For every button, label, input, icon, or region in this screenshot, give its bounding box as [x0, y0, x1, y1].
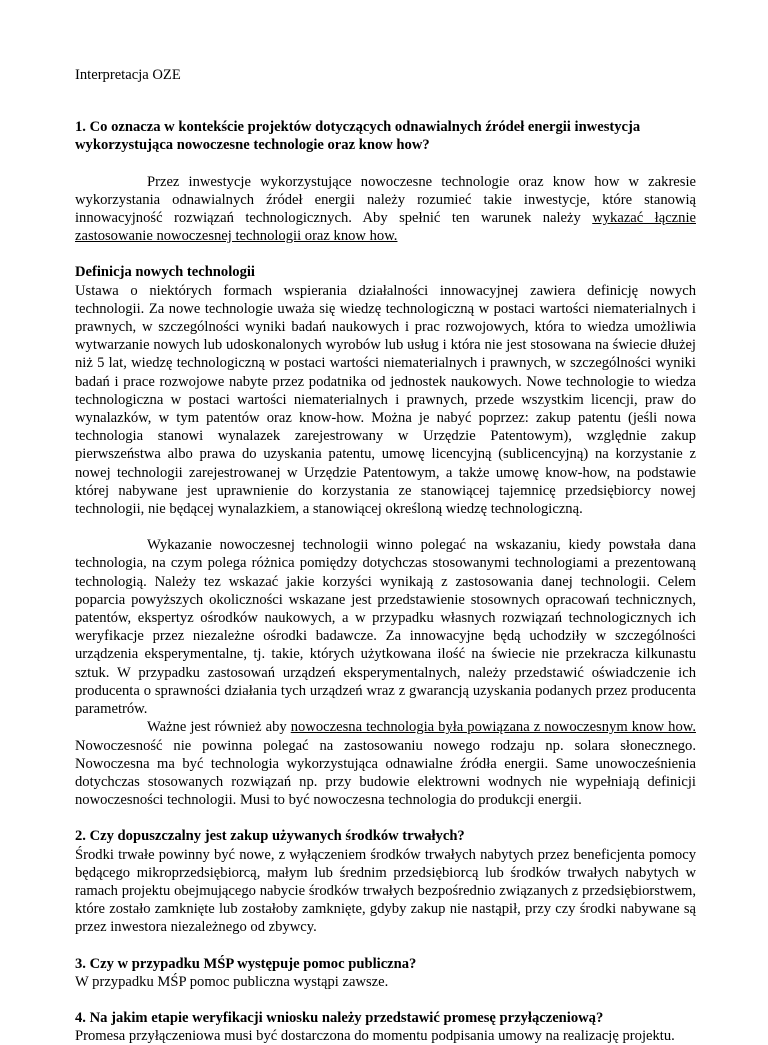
section-1-p3-underlined: nowoczesna technologia była powiązana z nowoczesnym know how. [290, 719, 696, 736]
section-2-heading: 2. Czy dopuszczalny jest zakup używanych środków trwałych? [75, 828, 465, 845]
section-1-intro-underlined: wykazać łącznie zastosowanie nowoczesnej technologii oraz know how. [75, 210, 696, 245]
section-3-heading: 3. Czy w przypadku MŚP występuje pomoc publiczna? [75, 955, 417, 972]
section-1-intro-paragraph [75, 173, 696, 246]
section-1-p3-rest: Nowoczesność nie powinna polegać na zastosowaniu nowego rodzaju np. solara słonecznego. Nowoczesna ma być technologia wykorzystująca odnawialne źródła energii. Same unowocześnienia dotychczas stosowanych rozwiązań np. przy budowie elektrowni wodnych nie wypełniają definicji nowoczesności technologii. Musi to być nowoczesna technologia do produkcji energii. [75, 737, 696, 809]
section-2-paragraph: Środki trwałe powinny być nowe, z wyłączeniem środków trwałych nabytych przez beneficjenta pomocy będącego mikroprzedsiębiorcą, małym lub średnim przedsiębiorcą lub środków trwałych nabytych w ramach projektu obejmującego nabycie środków trwałych bezpośrednio związanych z przedsiębiorstwem, które zostało zamknięte lub zostałoby zamknięte, gdyby zakup nie nastąpił, przy czy środki nabywane są przez inwestora niezależnego od zbywcy. [75, 846, 696, 936]
section-1-paragraph-2: Wykazanie nowoczesnej technologii winno polegać na wskazaniu, kiedy powstała dana technologia, na czym polega różnica pomiędzy dotychczas stosowanymi technologiami a prezentowaną technologią. Należy tez wskazać jakie korzyści wynikają z zastosowania danej technologii. Celem poparcia powyższych okoliczności wskazane jest przedstawienie stosownych opracowań technicznych, patentów, ekspertyz ośrodków naukowych, a w przypadku własnych rozwiązań technologicznych ich weryfikacje przez niezależne ośrodki badawcze. Za innowacyjne będą uchodziły w szczególności urządzenia eksperymentalne, tj. takie, których użytkowana ilość na świecie nie przekracza kilkunastu sztuk. W przypadku zastosowań urządzeń eksperymentalnych, należy przedstawić oświadczenie ich producenta o sprawności działania tych urządzeń wraz z gwarancją uzyskania podanych przez producenta parametrów. [75, 537, 696, 718]
section-3-paragraph: W przypadku MŚP pomoc publiczna wystąpi zawsze. [75, 973, 389, 990]
section-1-paragraph-3 [75, 718, 696, 809]
section-1-p3-lead: Ważne jest również aby [147, 719, 291, 736]
section-1-intro-text: Przez inwestycje wykorzystujące nowoczesne technologie oraz know how w zakresie wykorzystania odnawialnych źródeł energii należy rozumieć takie inwestycje, które stanowią innowacyjność rozwiązań technologicznych. Aby spełnić ten warunek należy [75, 173, 696, 227]
definition-heading: Definicja nowych technologii [75, 264, 255, 281]
definition-paragraph: Ustawa o niektórych formach wspierania działalności innowacyjnej zawiera definicję nowych technologii. Za nowe technologie uważa się wiedzę technologiczną w postaci wartości niematerialnych i prawnych, w szczególności wyniki badań naukowych i prac rozwojowych, która to wiedza umożliwia wytwarzanie nowych lub udoskonalonych wyrobów lub usług i która nie jest stosowana na świecie dłużej niż 5 lat, wiedzę technologiczną w postaci wartości niematerialnych i prawnych, w szczególności wyniki badań i prace rozwojowe nabyte przez podatnika od jednostek naukowych. Nowe technologie to wiedza technologiczna w postaci wartości niematerialnych i prawnych, przede wszystkim licencji, praw do wynalazków, w tym patentów oraz know-how. Można je nabyć poprzez: zakup patentu (jeśli nowa technologia stanowi wynalazek zarejestrowany w Urzędzie Patentowym), względnie zakup pierwszeństwa albo prawa do uzyskania patentu, umowę licencyjną (sublicencyjną) na korzystanie z nowej technologii zarejestrowanej w Urzędzie Patentowym, a także umowę know-how, na podstawie której nabywane jest uprawnienie do korzystania ze stanowiącej tajemnicę przedsiębiorcy nowej technologii, nie będącej wynalazkiem, a stanowiącej określoną wiedzę technologiczną. [75, 282, 696, 518]
section-1-heading: 1. Co oznacza w kontekście projektów dotyczących odnawialnych źródeł energii inwestycja wykorzystująca nowoczesne technologie oraz know how? [75, 119, 641, 154]
section-4-heading: 4. Na jakim etapie weryfikacji wniosku należy przedstawić promesę przyłączeniową? [75, 1009, 604, 1026]
section-4-paragraph: Promesa przyłączeniowa musi być dostarczona do momentu podpisania umowy na realizację projektu. [75, 1028, 675, 1045]
document-title: Interpretacja OZE [75, 67, 181, 83]
